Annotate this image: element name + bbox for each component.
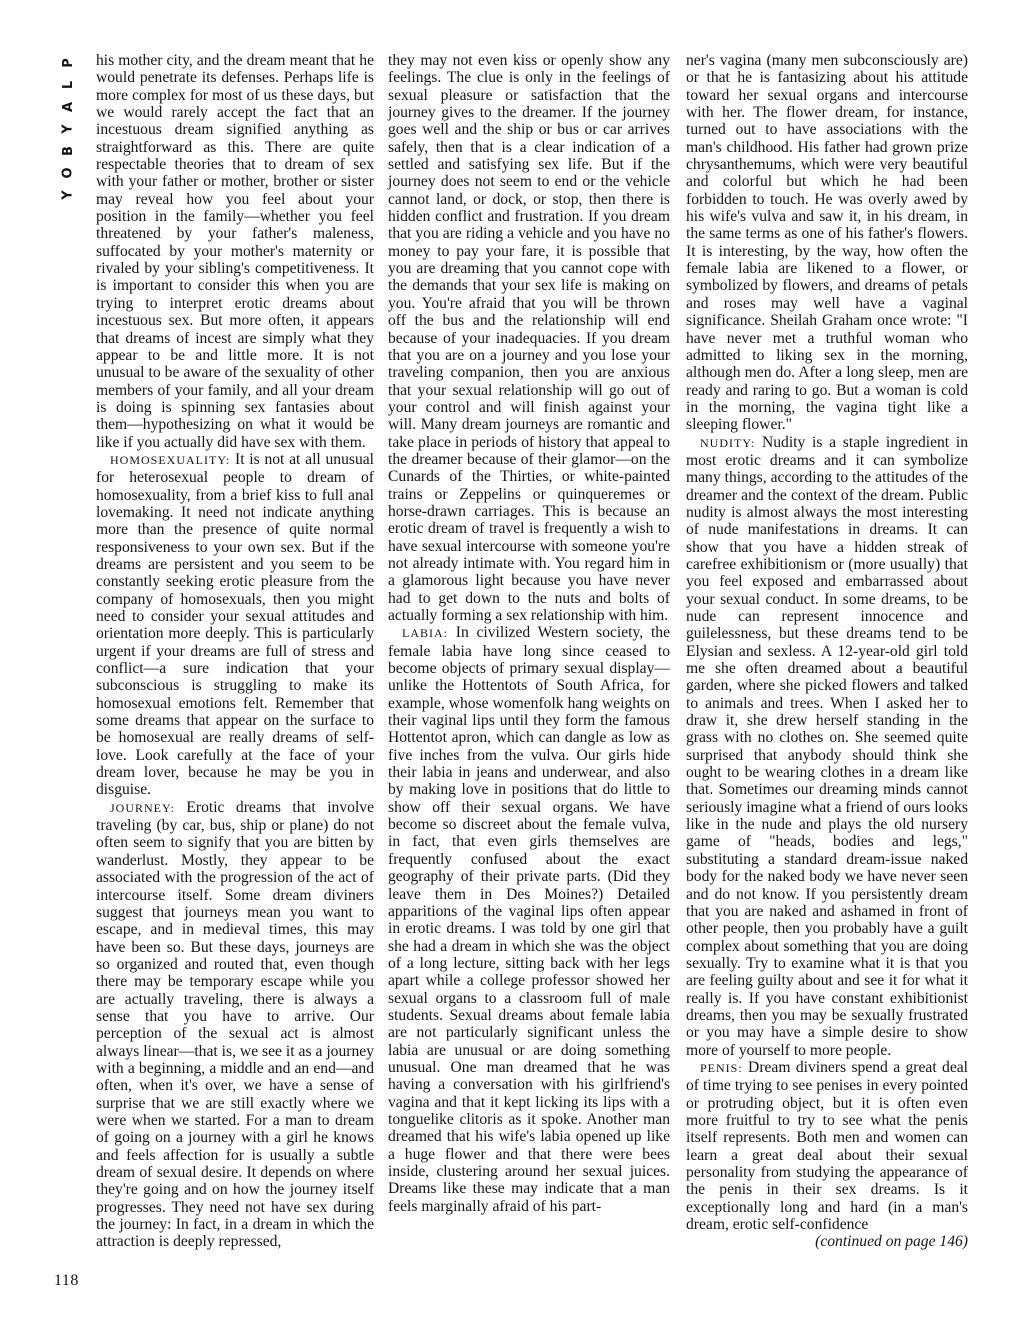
masthead	[58, 52, 80, 206]
paragraph-text: In civilized Western society, the female labia have long since ceased to become objects of primary sexual display—unlike the Hottentots of South Africa, for example, whose womenfolk hang weights on their vaginal lips until they form the famous Hottentot apron, which can dangle as low as five inches from the vulva. Our girls hide their labia in jeans and underwear, and also by making love in positions that do little to show off their sexual organs. We have become so discreet about the female vulva, in fact, that even girls themselves are frequently confused about the exact geography of their private parts. (Did they leave them in Des Moines?) Detailed apparitions of the vaginal lips often appear in erotic dreams. I was told by one girl that she had a dream in which she was the object of a long lecture, sitting back with her legs apart while a college professor showed her sexual organs to a classroom full of male students. Sexual dreams about female labia are not particularly significant unless the labia are unusual or are doing something unusual. One man dreamed that he was having a conversation with his girlfriend's vagina and that it kept licking its lips with a tonguelike clitoris as it spoke. Another man dreamed that his wife's labia opened up like a huge flower and that there were bees inside, clustering around her sexual juices. Dreams like these may indicate that a man feels marginally afraid of his part-	[388, 624, 670, 1215]
paragraph-text: Dream diviners spend a great deal of time trying to see penises in every pointed or protruding object, but it is often even more fruitful to try to see what the penis itself represents. Both men and women can learn a great deal about their sexual personality from studying the appearance of the penis in their sex dreams. Is it exceptionally long and hard (in a man's dream, erotic self-confidence	[686, 1058, 968, 1234]
continued-note: (continued on page 146)	[815, 1233, 968, 1251]
section-heading: LABIA:	[402, 626, 448, 641]
paragraph-text: Erotic dreams that involve traveling (by car, bus, ship or plane) do not often seem to signify that you are bitten by wanderlust. Mostly, they appear to be associated with the progression of the act of intercourse itself. Some dream diviners suggest that journeys mean you want to escape, and in medieval times, this may have been so. But these days, journeys are so organized and routed that, even though there may be temporary escape while you are actually traveling, there is always a sense that you have to arrive. Our perception of the sexual act is almost always linear—that is, we see it as a journey with a beginning, a middle and an end—and often, when it's over, we have a sense of surprise that we are still exactly where we were when we started. For a man to dream of going on a journey with a girl he knows and feels affection for is usually a subtle dream of sexual desire. It depends on where they're going and on how the journey itself progresses. They need not have sex during the journey: In fact, in a dream in which the attraction is deeply repressed,	[96, 798, 374, 1251]
paragraph	[96, 451, 374, 799]
paragraph	[686, 1059, 968, 1233]
paragraph	[96, 52, 374, 451]
masthead-letter: A	[61, 101, 76, 113]
masthead-letter: Y	[60, 124, 76, 134]
section-heading: JOURNEY:	[110, 800, 175, 815]
paragraph-text: his mother city, and the dream meant that he would penetrate its defenses. Perhaps life is more complex for most of us these days, but we would rarely accept the fact that an incestuous dream signified anything as straightforward as this. There are quite respectable theories that to dream of sex with your father or mother, brother or sister may reveal how you feel about your position in the family—whether you feel threatened by your father's maleness, suffocated by your mother's maternity or rivaled by your sibling's competitiveness. It is important to consider this when you are trying to interpret erotic dreams about incestuous sex. But more often, it appears that dreams of incest are simply what they appear to be and little more. It is not unusual to be aware of the sexuality of other members of your family, and all your dream is doing is spinning sex fantasies about them—hypothesizing on what it would be like if you actually did have sex with them.	[96, 52, 374, 451]
section-heading: PENIS:	[700, 1060, 743, 1075]
paragraph-text: they may not even kiss or openly show any feelings. The clue is only in the feelings of sexual pleasure or satisfaction that the journey gives to the dreamer. If the journey goes well and the ship or bus or car arrives safely, then that is a clear indication of a settled and satisfying sex life. But if the journey does not seem to end or the vehicle cannot land, or dock, or stop, then there is hidden conflict and frustration. If you dream that you are riding a vehicle and you have no money to pay your fare, it is possible that you are dreaming that you cannot cope with the demands that your sex life is making on you. You're afraid that you will be thrown off the bus and the relationship will end because of your inadequacies. If you dream that you are on a journey and you lose your traveling companion, then you are anxious that your sexual relationship will go out of your control and will finish against your will. Many dream journeys are romantic and take place in periods of history that appeal to the dreamer because of their glamor—on the Cunards of the Thirties, or white-painted trains or Zeppelins or quinqueremes or horse-drawn carriages. This is because an erotic dream of travel is frequently a wish to have sexual intercourse with someone you're not already intimate with. You regard him in a glamorous light because you have never had to get down to the nuts and bolts of actually forming a sex relationship with him.	[388, 52, 670, 624]
paragraph-text: ner's vagina (many men subconsciously are) or that he is fantasizing about his attitude toward her sexual organs and intercourse with her. The flower dream, for instance, turned out to have associations with the man's childhood. His father had grown prize chrysanthemums, which were very beautiful and colorful but which he had been forbidden to touch. He was overly awed by his wife's vulva and saw it, in his dream, in the same terms as one of his father's flowers. It is interesting, by the way, how often the female labia are likened to a flower, or symbolized by flowers, and dreams of petals and roses may well have a vaginal significance. Sheilah Graham once wrote: "I have never met a truthful woman who admitted to liking sex in the morning, although men do. After a long sleep, men are ready and raring to go. But a woman is cold in the morning, the vagina tight like a sleeping flower."	[686, 52, 968, 434]
section-heading: NUDITY:	[700, 435, 756, 450]
masthead-letter: O	[61, 167, 76, 179]
masthead-letter: Y	[60, 190, 76, 200]
paragraph-text: Nudity is a staple ingredient in most erotic dreams and it can symbolize many things, according to the attitudes of the dreamer and the context of the dream. Public nudity is almost always the most interesting of nude manifestations in dreams. It can show that you have a hidden streak of carefree exhibitionism or (more usually) that you feel exposed and embarrassed about your sexual conduct. In some dreams, to be nude can represent innocence and guilelessness, but these dreams tend to be Elysian and sexless. A 12-year-old girl told me she often dreamed about a beautiful garden, where she picked flowers and talked to animals and trees. When I asked her to draw it, she drew herself standing in the grass with no clothes on. She seemed quite surprised that anybody should think she ought to be wearing clothes in a dream like that. Sometimes our dreaming minds cannot seriously imagine what a friend of ours looks like in the nude and plays the old nursery game of "heads, bodies and legs," substituting a standard dream-issue naked body for the naked body we have never seen and do not know. If you persistently dream that you are naked and ashamed in front of other people, then you probably have a guilt complex about something that you are doing sexually. Try to examine what it is that you are feeling guilty about and see it for what it really is. If you have constant exhibitionist dreams, then you may be sexually frustrated or you may have a simple desire to show more of yourself to more people.	[686, 433, 968, 1059]
page-number: 118	[54, 1272, 79, 1289]
paragraph	[388, 52, 670, 624]
article-column-3	[686, 52, 968, 1251]
paragraph	[96, 799, 374, 1251]
article-column-1	[96, 52, 374, 1251]
masthead-letter: B	[60, 146, 76, 156]
article-column-2	[388, 52, 670, 1215]
paragraph	[388, 624, 670, 1215]
masthead-letter: L	[60, 80, 76, 90]
paragraph	[686, 434, 968, 1059]
paragraph	[686, 52, 968, 434]
paragraph-text: It is not at all unusual for heterosexual people to dream of homosexuality, from a brief kiss to full anal lovemaking. It need not indicate anything more than the presence of quite normal responsiveness to your own sex. But if the dreams are persistent and you seem to be constantly seeking erotic pleasure from the company of homosexuals, then you might need to consider your sexual attitudes and orientation more deeply. This is particularly urgent if your dreams are full of stress and conflict—a sure indication that your subconscious is struggling to make its homosexual emotions felt. Remember that some dreams that appear on the surface to be homosexual are really dreams of self-love. Look carefully at the face of your dream lover, because he may be you in disguise.	[96, 450, 374, 799]
section-heading: HOMOSEXUALITY:	[110, 452, 231, 467]
masthead-letter: P	[61, 58, 76, 68]
